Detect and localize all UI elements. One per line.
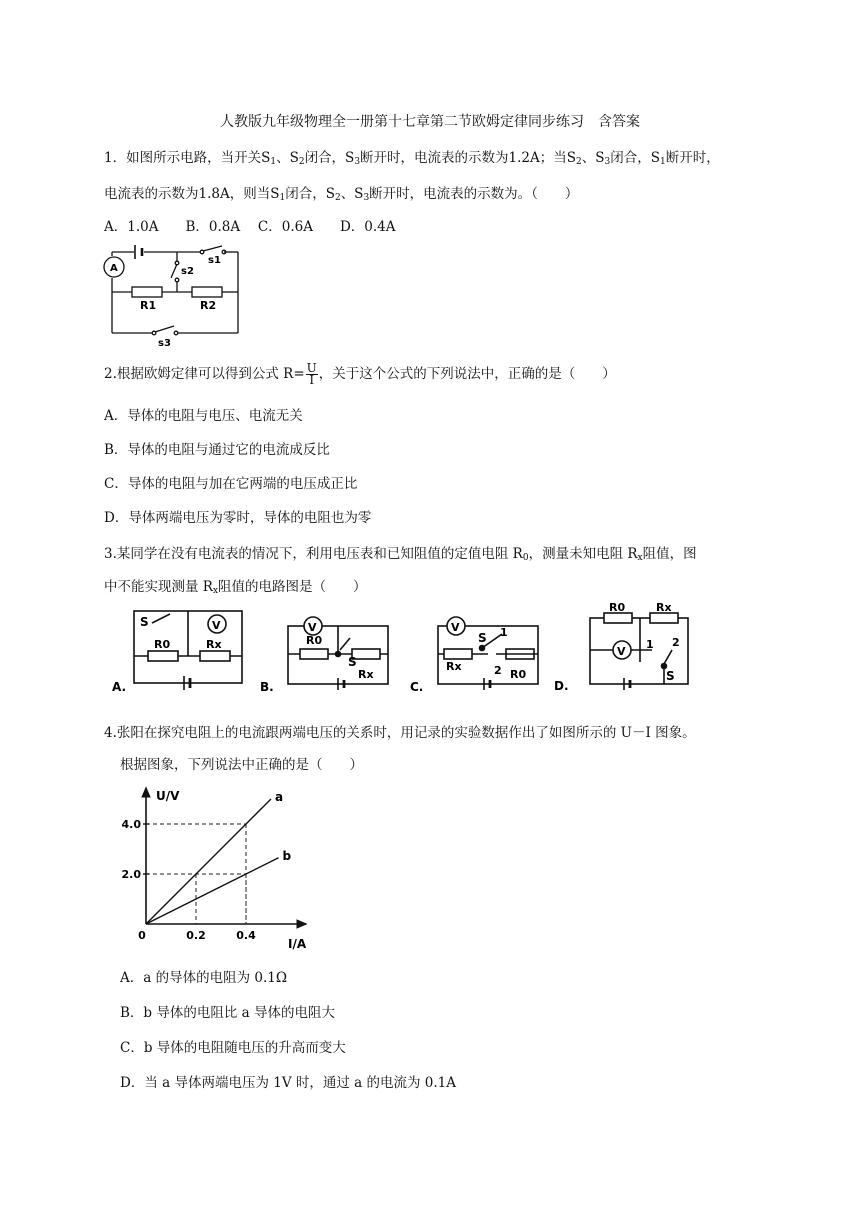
q3-line2: 中不能实现测量 $R_x$阻值的电路图是（ ）	[104, 579, 367, 596]
q3b-rx-label: Rx	[358, 668, 374, 681]
ammeter-label: A	[110, 263, 118, 274]
chart-series-group	[143, 799, 279, 924]
y-axis-label: U/V	[156, 789, 180, 803]
s3-label: s3	[158, 338, 171, 349]
q3a-v-label: V	[212, 619, 221, 632]
series-line-b	[146, 858, 279, 924]
q3a-letter: A.	[112, 680, 127, 694]
q3d-rx-label: Rx	[656, 601, 672, 614]
q3d-two-label: 2	[672, 636, 680, 649]
ui-chart	[121, 784, 318, 951]
series-label-a: a	[275, 790, 284, 804]
s1-label: s1	[208, 255, 221, 266]
q3b-v-label: V	[308, 621, 317, 634]
r2-label: R2	[200, 299, 217, 312]
page-title: 人教版九年级物理全一册第十七章第二节欧姆定律同步练习 含答案	[220, 114, 640, 130]
q4-line2: 根据图象，下列说法中正确的是（ ）	[120, 757, 363, 773]
q4-option-c: C．b 导体的电阻随电压的升高而变大	[120, 1040, 346, 1056]
q3c-v-label: V	[451, 621, 460, 634]
q1-line1: 1．如图所示电路，当开关$S_1$、$S_2$闭合，$S_3$断开时，电流表的示数为1.2A；当$S_2$、$S_3$闭合，$S_1$断开时，	[104, 150, 720, 167]
chart-text-group	[122, 789, 307, 951]
series-label-b: b	[282, 848, 292, 863]
q3a-rx-label: Rx	[206, 638, 222, 651]
q1-line2: 电流表的示数为1.8A，则当$S_1$闭合，$S_2$、$S_3$断开时，电流表的示数为。（ ）	[104, 186, 579, 203]
q3b-letter: B.	[260, 680, 274, 694]
q3a-s-label: S	[140, 615, 149, 629]
formula-fraction: $\frac{U}{I}$	[306, 361, 317, 387]
r1-label: R1	[140, 299, 157, 312]
q4-line1: 4.张阳在探究电阻上的电流跟两端电压的关系时，用记录的实验数据作出了如图所示的 U－I 图象。	[104, 725, 696, 741]
x-axis-label: I/A	[288, 937, 307, 951]
q4-option-b: B．b 导体的电阻比 a 导体的电阻大	[120, 1005, 335, 1021]
q3d-s-label: S	[666, 669, 675, 683]
q3-circuit-d	[552, 601, 700, 694]
q3d-one-label: 1	[646, 638, 654, 651]
x-tick-label-0: 0.2	[186, 929, 206, 942]
q3d-letter: D.	[554, 679, 569, 693]
q3c-letter: C.	[410, 680, 424, 694]
q3c-rx-label: Rx	[446, 660, 462, 673]
q3-line1: 3.某同学在没有电流表的情况下，利用电压表和已知阻值的定值电阻 $R_0$，测量未知电阻 $R_x$阻值，图	[104, 546, 697, 563]
q3-circuit-b	[258, 612, 398, 694]
q3b-r0-label: R0	[306, 634, 323, 647]
q1-options: A．1.0A B．0.8A C．0.6A D．0.4A	[104, 219, 396, 235]
q3c-two-label: 2	[494, 664, 502, 677]
q3d-r0-label: R0	[609, 601, 626, 614]
q3-circuit-a	[108, 606, 248, 694]
series-line-a	[146, 799, 271, 924]
q3c-one-label: 1	[500, 626, 508, 639]
origin-label: 0	[138, 929, 146, 942]
q3d-v-label: V	[617, 645, 626, 658]
q3b-s-label: S	[348, 655, 357, 669]
q4-option-d: D．当 a 导体两端电压为 1V 时，通过 a 的电流为 0.1A	[120, 1075, 457, 1091]
q2-option-a: A．导体的电阻与电压、电流无关	[104, 408, 303, 424]
q3-circuit-c	[406, 612, 546, 694]
q3a-r0-label: R0	[154, 638, 171, 651]
q2-option-b: B．导体的电阻与通过它的电流成反比	[104, 442, 330, 458]
q3c-r0-label: R0	[510, 668, 527, 681]
q4-option-a: A．a 的导体的电阻为 0.1Ω	[120, 970, 288, 986]
x-tick-label-1: 0.4	[236, 929, 256, 942]
q3c-s-label: S	[478, 631, 487, 645]
q1-circuit-figure	[100, 240, 248, 348]
q2-option-d: D．导体两端电压为零时，导体的电阻也为零	[104, 510, 372, 526]
q2-line: 2.根据欧姆定律可以得到公式 R= $\frac{U}{I}$ ，关于这个公式的下列说法中，正确的是（ ）	[104, 361, 616, 387]
y-tick-label-1: 4.0	[121, 818, 141, 831]
y-tick-label-0: 2.0	[121, 868, 141, 881]
s2-label: s2	[181, 266, 194, 277]
q2-option-c: C．导体的电阻与加在它两端的电压成正比	[104, 476, 358, 492]
